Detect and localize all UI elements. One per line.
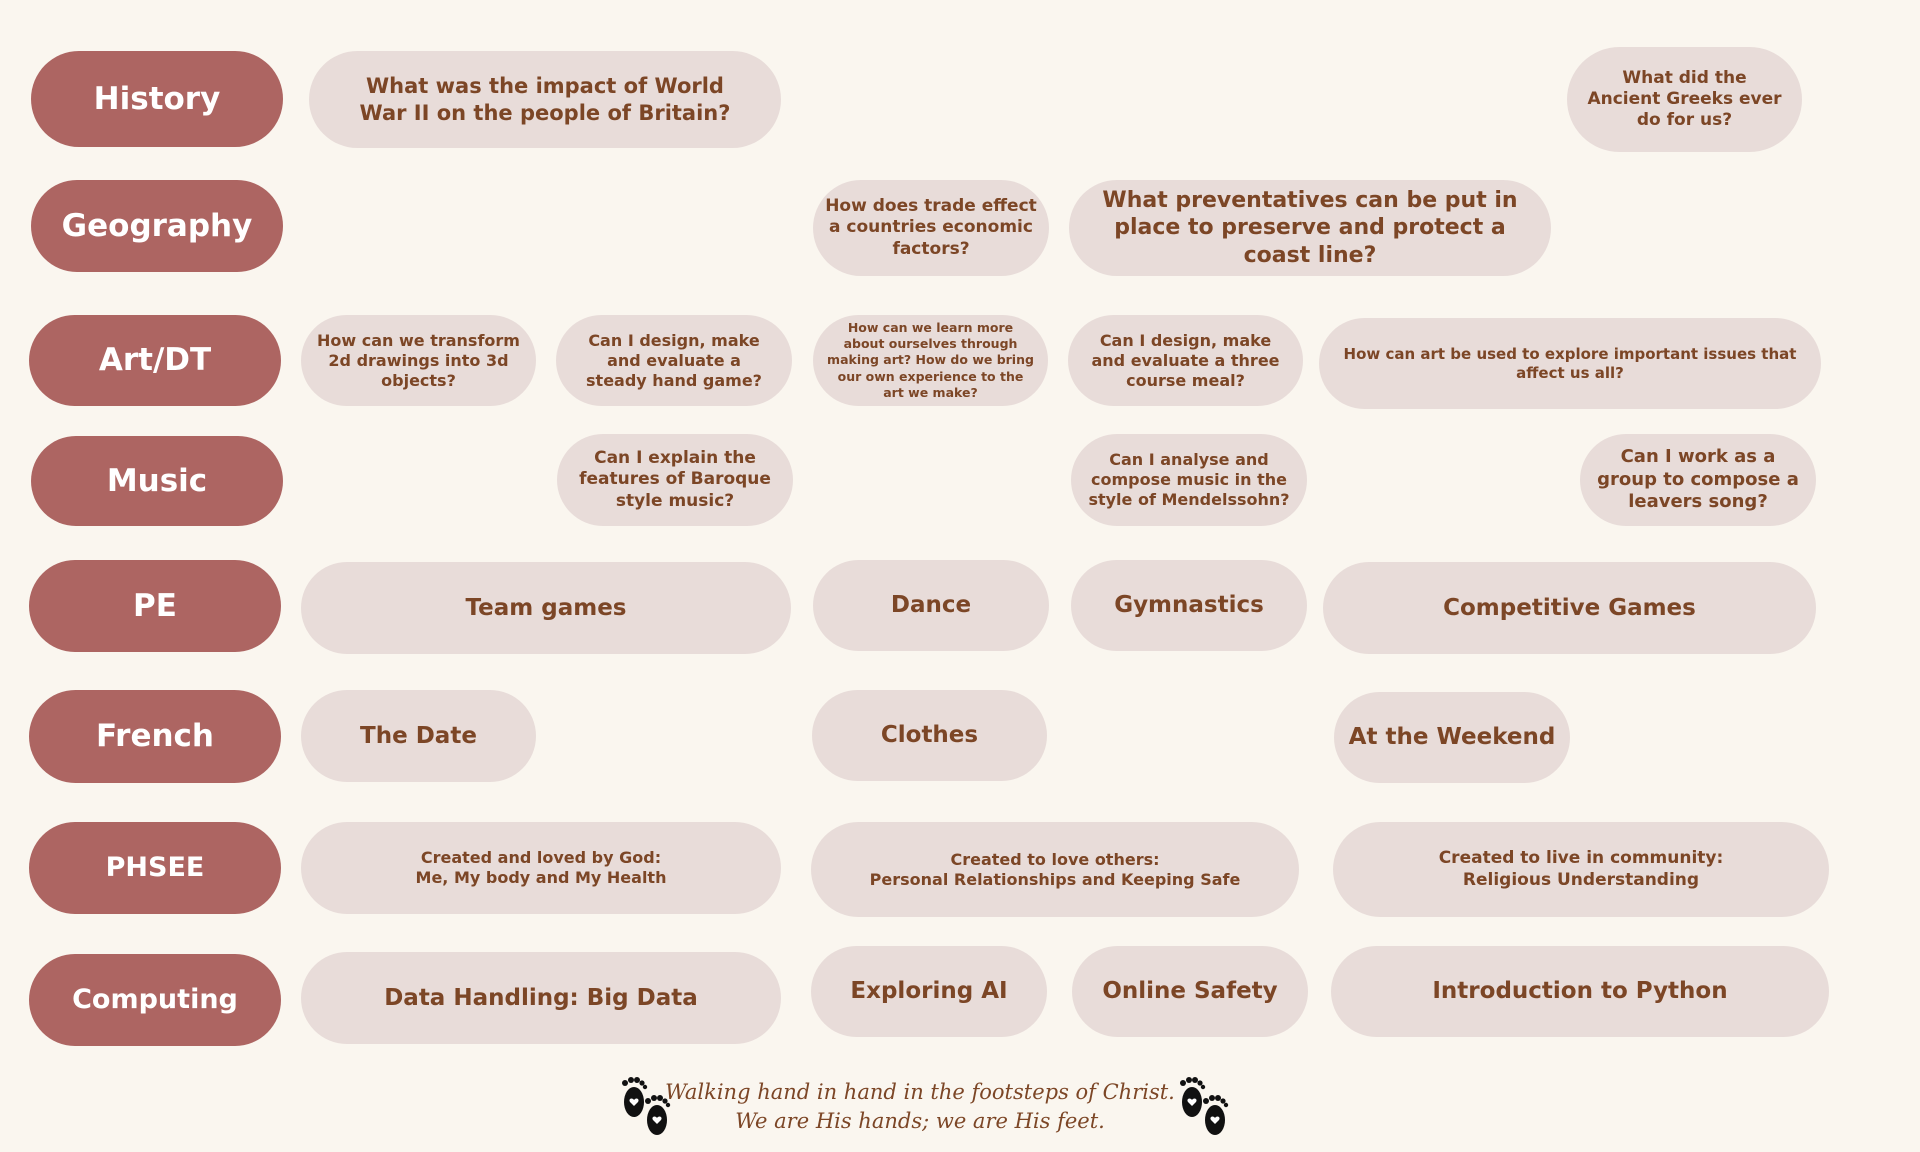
subject-geography: Geography (31, 180, 283, 272)
footprints-icon-right (1170, 1070, 1240, 1140)
topic-history-wwii: What was the impact of World War II on the people of Britain? (309, 51, 781, 148)
topic-pe-gymnastics: Gymnastics (1071, 560, 1307, 651)
subject-history: History (31, 51, 283, 147)
topic-art-learn-more: How can we learn more about ourselves through making art? How do we bring our own experience to the art we make? (813, 315, 1048, 406)
topic-art-steady-hand: Can I design, make and evaluate a steady hand game? (556, 315, 792, 406)
topic-pe-team-games: Team games (301, 562, 791, 654)
subject-pe: PE (29, 560, 281, 652)
subject-art-dt: Art/DT (29, 315, 281, 406)
subject-computing: Computing (29, 954, 281, 1046)
subject-phsee: PHSEE (29, 822, 281, 914)
footer-motto-line2: We are His hands; we are His feet. (735, 1109, 1105, 1133)
topic-computing-safety: Online Safety (1072, 946, 1308, 1037)
subject-music: Music (31, 436, 283, 526)
topic-history-greeks: What did the Ancient Greeks ever do for us? (1567, 47, 1802, 152)
topic-french-date: The Date (301, 690, 536, 782)
topic-art-three-course: Can I design, make and evaluate a three course meal? (1068, 315, 1303, 406)
topic-art-transform: How can we transform 2d drawings into 3d objects? (301, 315, 536, 406)
topic-computing-big-data: Data Handling: Big Data (301, 952, 781, 1044)
subject-french: French (29, 690, 281, 783)
topic-french-weekend: At the Weekend (1334, 692, 1570, 783)
topic-computing-ai: Exploring AI (811, 946, 1047, 1037)
topic-art-issues: How can art be used to explore important issues that affect us all? (1319, 318, 1821, 409)
footer-motto-line1: Walking hand in hand in the footsteps of Christ. (665, 1080, 1175, 1104)
topic-geography-coast: What preventatives can be put in place to preserve and protect a coast line? (1069, 180, 1551, 276)
topic-geography-trade: How does trade effect a countries economic factors? (813, 180, 1049, 276)
topic-pe-dance: Dance (813, 560, 1049, 651)
topic-phsee-others: Created to love others: Personal Relationships and Keeping Safe (811, 822, 1299, 917)
topic-music-baroque: Can I explain the features of Baroque style music? (557, 434, 793, 526)
topic-phsee-community: Created to live in community: Religious Understanding (1333, 822, 1829, 917)
footer-motto (640, 1078, 1200, 1136)
topic-phsee-god: Created and loved by God: Me, My body and My Health (301, 822, 781, 914)
topic-french-clothes: Clothes (812, 690, 1047, 781)
topic-music-leavers: Can I work as a group to compose a leavers song? (1580, 434, 1816, 526)
topic-computing-python: Introduction to Python (1331, 946, 1829, 1037)
topic-music-mendelssohn: Can I analyse and compose music in the style of Mendelssohn? (1071, 434, 1307, 526)
topic-pe-competitive: Competitive Games (1323, 562, 1816, 654)
